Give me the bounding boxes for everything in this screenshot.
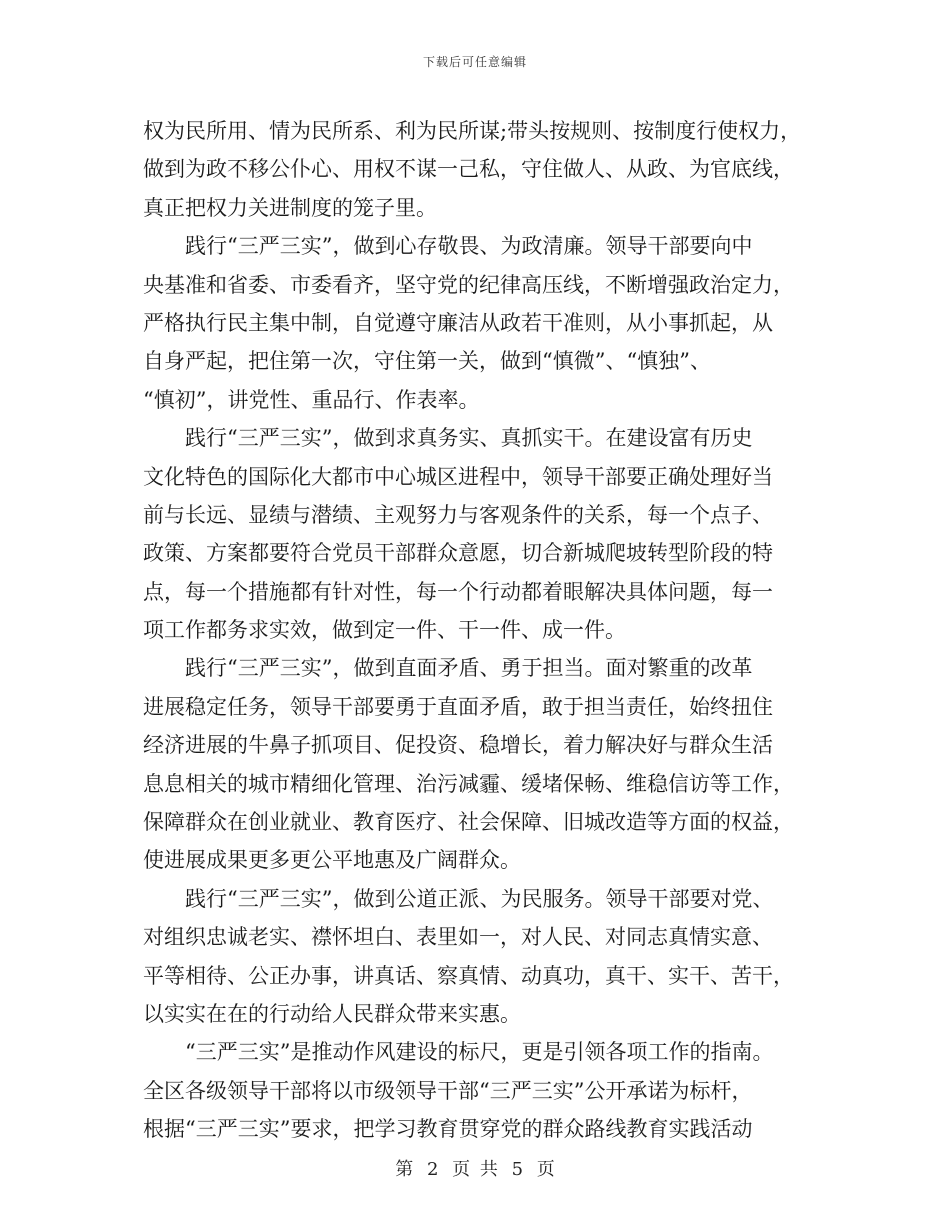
document-body: [143, 112, 823, 1149]
text-line: 保障群众在创业就业、教育医疗、社会保障、旧城改造等方面的权益，: [143, 810, 794, 835]
text-line: 息息相关的城市精细化管理、治污减霾、缓堵保畅、维稳信访等工作，: [143, 771, 794, 796]
text-line: 政策、方案都要符合党员干部群众意愿，切合新城爬坡转型阶段的特: [143, 541, 773, 566]
page-header-note: 下载后可任意编辑: [422, 55, 527, 69]
footer-suffix: 页: [536, 1159, 555, 1180]
text-line: 践行“三严三实”，做到求真务实、真抓实干。在建设富有历史: [143, 426, 753, 451]
current-page-number: 2: [426, 1159, 439, 1180]
text-line: 央基准和省委、市委看齐，坚守党的纪律高压线，不断增强政治定力，: [143, 272, 794, 297]
text-line: 前与长远、显绩与潜绩、主观努力与客观条件的关系，每一个点子、: [143, 502, 773, 527]
text-line: 根据“三严三实”要求，把学习教育贯穿党的群众路线教育实践活动: [143, 1117, 753, 1142]
page-footer: [0, 1155, 950, 1181]
text-line: 自身严起，把住第一次，守住第一关，做到“慎微”、“慎独”、: [143, 349, 711, 374]
text-line: “三严三实”是推动作风建设的标尺，更是引领各项工作的指南。: [143, 1040, 774, 1065]
text-line: 经济进展的牛鼻子抓项目、促投资、稳增长，着力解决好与群众生活: [143, 733, 773, 758]
text-line: 严格执行民主集中制，自觉遵守廉洁从政若干准则，从小事抓起，从: [143, 310, 773, 335]
text-line: 使进展成果更多更公平地惠及广阔群众。: [143, 848, 521, 873]
text-line: 对组织忠诚老实、襟怀坦白、表里如一，对人民、对同志真情实意、: [143, 925, 773, 950]
text-line: “慎初”，讲党性、重品行、作表率。: [143, 387, 480, 412]
text-line: 全区各级领导干部将以市级领导干部“三严三实”公开承诺为标杆，: [143, 1078, 753, 1103]
text-line: 以实实在在的行动给人民群众带来实惠。: [143, 1001, 521, 1026]
footer-prefix: 第: [395, 1159, 414, 1180]
text-line: 践行“三严三实”，做到公道正派、为民服务。领导干部要对党、: [143, 886, 774, 911]
total-pages-number: 5: [511, 1159, 524, 1180]
text-line: 文化特色的国际化大都市中心城区进程中，领导干部要正确处理好当: [143, 464, 773, 489]
text-line: 做到为政不移公仆心、用权不谋一己私，守住做人、从政、为官底线，: [143, 157, 794, 182]
text-line: 真正把权力关进制度的笼子里。: [143, 195, 437, 220]
text-line: 点，每一个措施都有针对性，每一个行动都着眼解决具体问题，每一: [143, 579, 773, 604]
footer-middle: 页 共: [452, 1159, 498, 1180]
text-line: 权为民所用、情为民所系、利为民所谋;带头按规则、按制度行使权力，: [143, 119, 802, 143]
text-line: 践行“三严三实”，做到心存敬畏、为政清廉。领导干部要向中: [143, 234, 753, 259]
text-line: 项工作都务求实效，做到定一件、干一件、成一件。: [143, 618, 626, 643]
text-line: 践行“三严三实”，做到直面矛盾、勇于担当。面对繁重的改革: [143, 656, 753, 681]
text-line: 平等相待、公正办事，讲真话、察真情、动真功，真干、实干、苦干，: [143, 963, 794, 988]
text-line: 进展稳定任务，领导干部要勇于直面矛盾，敢于担当责任，始终扭住: [143, 694, 773, 719]
